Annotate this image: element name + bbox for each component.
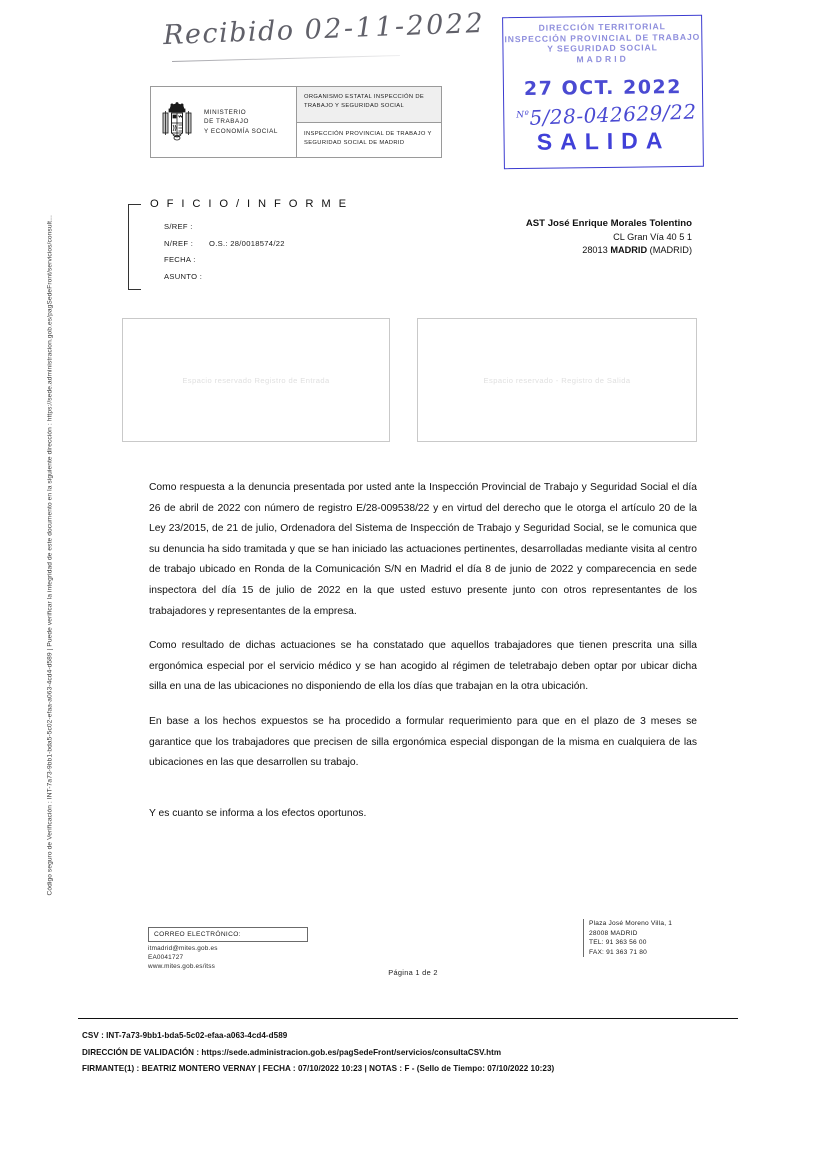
stamp-line-4: MADRID [576,53,629,65]
oficio-label-fecha: FECHA : [164,255,196,264]
footer-email: itmadrid@mites.gob.es [148,945,218,952]
stamp-registry-number [504,100,703,132]
oficio-title: O F I C I O / I N F O R M E [150,198,349,210]
stamp-date: 27 OCT. 2022 [523,76,683,101]
footer-address-line-1: Plaza José Moreno Villa, 1 [589,920,673,927]
stamp-line-3: Y SEGURIDAD SOCIAL [547,42,658,54]
footer-code: EA0041727 [148,953,184,961]
verification-strip [0,0,78,1020]
footer-website: www.mites.gob.es/itss [148,962,216,970]
salida-stamp [502,15,704,169]
csv-signer-line: FIRMANTE(1) : BEATRIZ MONTERO VERNAY | FECHA : 07/10/2022 10:23 | NOTAS : F - (Sello de Tiempo: 07/10/2022 10:23) [82,1064,555,1073]
csv-validation-line: DIRECCIÓN DE VALIDACIÓN : https://sede.administracion.gob.es/pagSedeFront/servicios/consultaCSV.htm [82,1047,502,1057]
ministry-line-2: DE TRABAJO [204,118,249,126]
addressee-block [400,217,700,258]
spain-coat-of-arms-icon [159,99,195,145]
addressee-street: CL Gran Vía 40 5 1 [613,231,692,242]
csv-code-line: CSV : INT-7a73-9bb1-bda5-5c02-efaa-a063-4cd4-d589 [82,1031,288,1040]
body-paragraph-1: Como respuesta a la denuncia presentada por usted ante la Inspección Provincial de Trabajo y Seguridad Social el día 26 de abril de 2022 con número de registro E/28-009538/22 y en virtud del derecho que le otorga el artículo 20 de la Ley 23/2015, de 21 de julio, Ordenadora del Sistema de Inspección de Trabajo y Seguridad Social, se le comunica que su denuncia ha sido tramitada y que se han iniciado las actuaciones pertinentes, desarrolladas mediante visita al centro de trabajo ubicado en Ronda de la Comunicación S/N en Madrid el día 8 de junio de 2022 y comparecencia en sede inspectora del día 15 de julio de 2022 en la que usted estuvo presente junto con otros representantes de los trabajadores y representantes de la empresa. [149,482,697,617]
addressee-name: AST José Enrique Morales Tolentino [525,218,692,229]
stamp-salida-label: SALIDA [536,127,671,156]
handwritten-underline [172,55,400,62]
letterhead-inspeccion [297,123,441,157]
inspeccion-line-2: SEGURIDAD SOCIAL DE MADRID [304,139,405,146]
organismo-line-1: ORGANISMO ESTATAL INSPECCIÓN DE [304,94,425,100]
inspeccion-line-1: INSPECCIÓN PROVINCIAL DE TRABAJO Y [304,131,432,137]
letterhead-organismo [297,87,441,123]
footer-address-fax: FAX: 91 363 71 80 [589,948,648,956]
letterhead-ministry-section [151,87,297,157]
csv-footer-block [82,1028,742,1078]
handwritten-received-note [163,8,486,51]
body-paragraph-3: En base a los hechos expuestos se ha procedido a formular requerimiento para que en el plazo de 3 meses se garantice que los trabajadores que precisen de silla ergonómica especial dispongan de la misma en cualquiera de las ubicaciones en las que desarrollen su trabajo. [149,715,697,769]
footer-address-line-2: 28008 MADRID [589,929,638,937]
addressee-postal-code: 28013 [582,245,608,255]
oficio-value-nref: O.S.: 28/0018574/22 [209,238,285,248]
addressee-city-line [400,244,692,258]
handwritten-word: Recibido [162,15,296,52]
body-paragraph-2: Como resultado de dichas actuaciones se ha constatado que aquellos trabajadores que tienen prescrita una silla ergonómica especial por el servicio médico y se han acogido al régimen de teletrabajo deben optar por ubicar dicha silla en una de las ubicaciones no disponiendo de ella los días que trabajan en la otra ubicación. [149,640,697,693]
letterhead-agency-section [297,87,441,157]
handwritten-date: 02-11-2022 [304,7,486,46]
body-paragraph-4: Y es cuanto se informa a los efectos oportunos. [149,807,367,819]
ministry-line-3: Y ECONOMÍA SOCIAL [204,127,278,135]
registro-salida-box [417,318,697,442]
footer-address-block [583,919,672,957]
registro-salida-label: Espacio reservado - Registro de Salida [483,375,631,385]
verification-strip-text: Código seguro de Verificación : INT-7a73-9bb1-bda5-5c02-efaa-a063-4cd4-d589 | Puede verificar la integridad de este documento en la siguiente dirección : https://sede.administracion.gob.es/pagSedeFront/servicios/consult... [46,215,54,896]
csv-divider [78,1018,738,1019]
addressee-city: MADRID [610,245,648,255]
addressee-province: (MADRID) [649,245,692,255]
email-label-box: CORREO ELECTRÓNICO: [148,927,308,942]
registro-entrada-box [122,318,390,442]
stamp-number-prefix: Nº [516,110,530,122]
ministry-line-1: MINISTERIO [204,108,247,116]
letter-body [149,478,697,838]
stamp-header [503,21,702,66]
stamp-number-value: 5/28-042629/22 [528,99,698,131]
footer-address-tel: TEL: 91 363 56 00 [589,939,647,947]
oficio-label-nref: N/REF : [164,238,194,248]
oficio-label-asunto: ASUNTO : [164,271,203,281]
oficio-label-sref: S/REF : [164,222,193,231]
oficio-bracket [128,204,141,290]
page-number: Página 1 de 2 [388,968,438,977]
organismo-line-2: TRABAJO Y SEGURIDAD SOCIAL [304,102,405,109]
letterhead-block [150,86,442,158]
registro-entrada-label: Espacio reservado Registro de Entrada [182,375,330,385]
stamp-line-2: INSPECCIÓN PROVINCIAL DE TRABAJO [504,31,701,44]
ministry-name [204,108,278,137]
stamp-line-1: DIRECCIÓN TERRITORIAL [538,21,666,33]
oficio-row-asunto [164,269,458,286]
